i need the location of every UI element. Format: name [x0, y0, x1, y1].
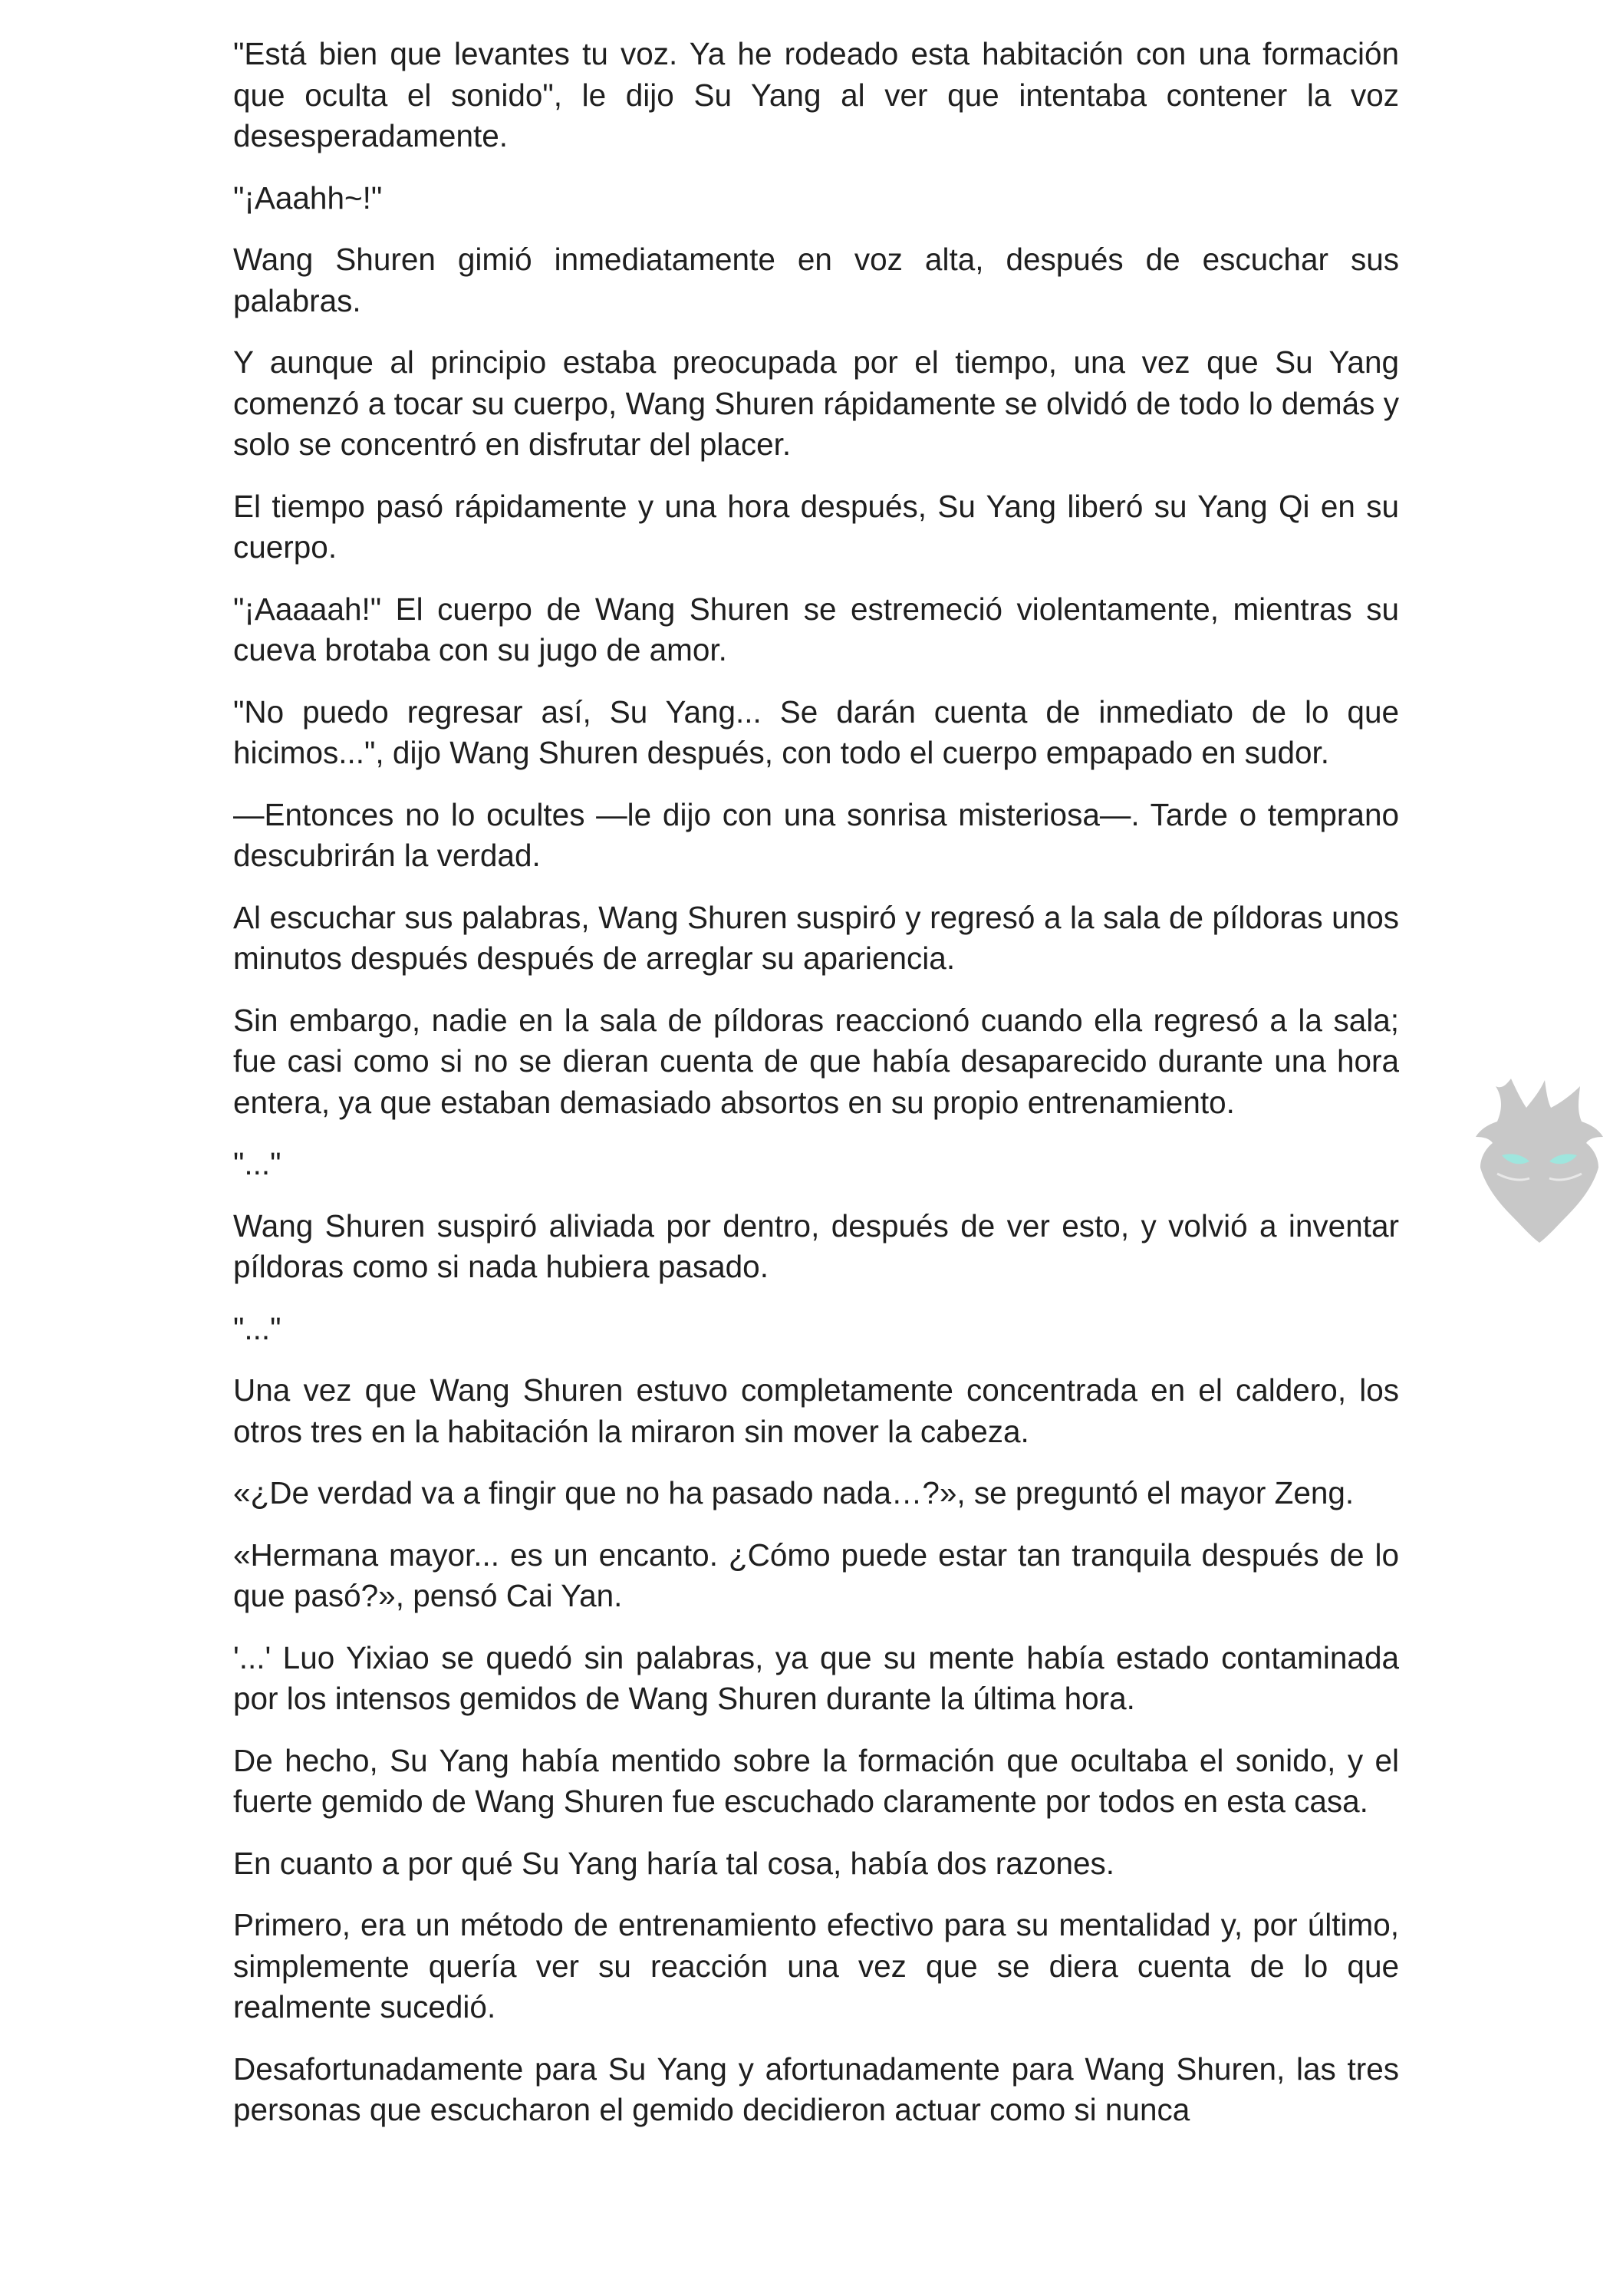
- paragraph-16: «Hermana mayor... es un encanto. ¿Cómo puede estar tan tranquila después de lo que pasó?», pensó Cai Yan.: [233, 1537, 1399, 1613]
- paragraph-19: En cuanto a por qué Su Yang haría tal cosa, había dos razones.: [233, 1845, 1115, 1881]
- paragraph-18: De hecho, Su Yang había mentido sobre la formación que ocultaba el sonido, y el fuerte gemido de Wang Shuren fue escuchado claramente por todos en esta casa.: [233, 1742, 1399, 1819]
- paragraph-2: "¡Aaahh~!": [233, 180, 383, 216]
- paragraph-20: Primero, era un método de entrenamiento efectivo para su mentalidad y, por último, simplemente quería ver su reacción una vez que se diera cuenta de lo que realmente sucedió.: [233, 1907, 1399, 2024]
- paragraph-10: Sin embargo, nadie en la sala de píldoras reaccionó cuando ella regresó a la sala; fue casi como si no se dieran cuenta de que había desaparecido durante una hora entera, ya que estaban demasiado absortos en su propio entrenamiento.: [233, 1002, 1399, 1120]
- paragraph-21: Desafortunadamente para Su Yang y afortunadamente para Wang Shuren, las tres personas que escucharon el gemido decidieron actuar como si nunca: [233, 2051, 1399, 2127]
- paragraph-9: Al escuchar sus palabras, Wang Shuren suspiró y regresó a la sala de píldoras unos minutos después después de arreglar su apariencia.: [233, 899, 1399, 976]
- paragraph-14: Una vez que Wang Shuren estuvo completamente concentrada en el caldero, los otros tres en la habitación la miraron sin mover la cabeza.: [233, 1372, 1399, 1449]
- paragraph-17: '...' Luo Yixiao se quedó sin palabras, ya que su mente había estado contaminada por los intensos gemidos de Wang Shuren durante la última hora.: [233, 1639, 1399, 1716]
- paragraph-4: Y aunque al principio estaba preocupada por el tiempo, una vez que Su Yang comenzó a tocar su cuerpo, Wang Shuren rápidamente se olvidó de todo lo demás y solo se concentró en disfrutar del placer.: [233, 344, 1399, 462]
- demon-head-icon: [1467, 1072, 1612, 1245]
- paragraph-13: "...": [233, 1310, 281, 1346]
- paragraph-8: —Entonces no lo ocultes —le dijo con una sonrisa misteriosa—. Tarde o temprano descubrirán la verdad.: [233, 796, 1399, 873]
- paragraph-12: Wang Shuren suspiró aliviada por dentro, después de ver esto, y volvió a inventar píldoras como si nada hubiera pasado.: [233, 1207, 1399, 1284]
- document-body: [233, 34, 1399, 2152]
- paragraph-5: El tiempo pasó rápidamente y una hora después, Su Yang liberó su Yang Qi en su cuerpo.: [233, 488, 1399, 565]
- paragraph-3: Wang Shuren gimió inmediatamente en voz alta, después de escuchar sus palabras.: [233, 242, 1399, 318]
- paragraph-7: "No puedo regresar así, Su Yang... Se darán cuenta de inmediato de lo que hicimos...", dijo Wang Shuren después, con todo el cuerpo empapado en sudor.: [233, 693, 1399, 770]
- paragraph-15: «¿De verdad va a fingir que no ha pasado nada…?», se preguntó el mayor Zeng.: [233, 1475, 1355, 1510]
- paragraph-1: "Está bien que levantes tu voz. Ya he rodeado esta habitación con una formación que oculta el sonido", le dijo Su Yang al ver que intentaba contener la voz desesperadamente.: [233, 36, 1399, 153]
- paragraph-11: "...": [233, 1146, 281, 1181]
- paragraph-6: "¡Aaaaah!" El cuerpo de Wang Shuren se estremeció violentamente, mientras su cueva brotaba con su jugo de amor.: [233, 591, 1399, 667]
